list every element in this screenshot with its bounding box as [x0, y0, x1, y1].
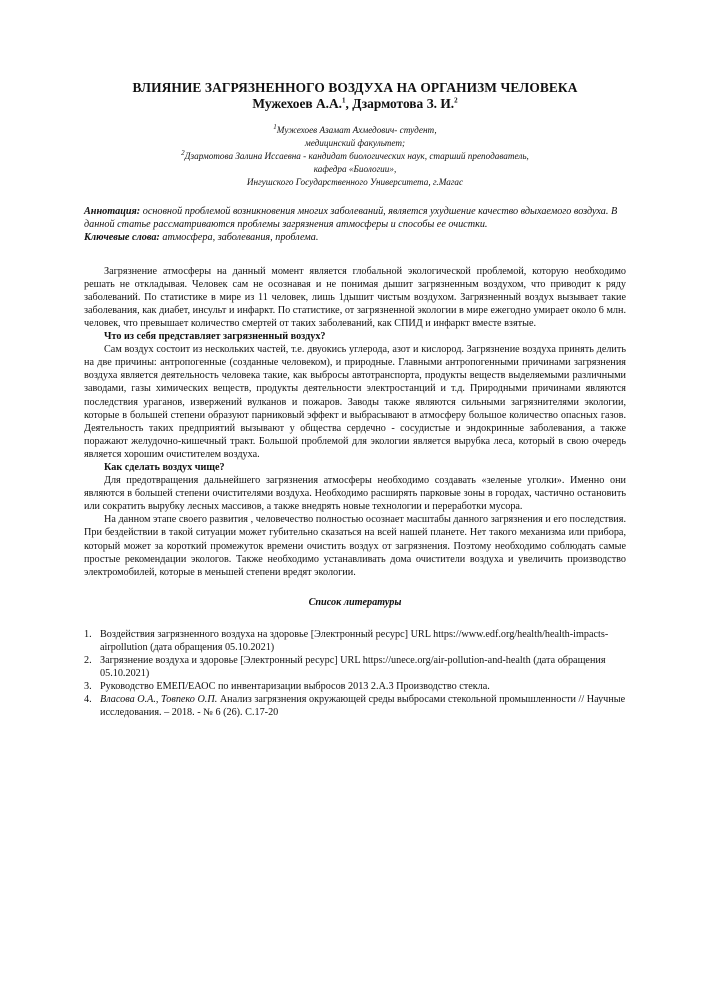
keywords [84, 231, 626, 244]
affiliation-text: Мужехоев Азамат Ахмедович- студент, [276, 125, 437, 135]
reference-item [84, 654, 626, 680]
references-list [84, 628, 626, 720]
annotation [84, 205, 626, 231]
paragraph: Для предотвращения дальнейшего загрязнения атмосферы необходимо создавать «зеленые уголки». Именно они являются в большей степени очистителями воздуха. Необходимо расширять парковые зоны в городах, частично остановить или сократить вырубку лесных массивов, а также внедрять новые технологии и переработки мусора. [84, 475, 626, 513]
section-heading: Как сделать воздух чище? [104, 462, 225, 474]
keywords-label: Ключевые слова: [84, 232, 160, 244]
affiliation-line: кафедра «Биологии», [313, 164, 397, 174]
author-separator: , [345, 96, 353, 111]
paragraph: Сам воздух состоит из нескольких частей, т.е. двуокись углерода, азот и кислород. Загрязнение воздуха принять делить на две причины: антропогенные (созданные человеком), и природные. Главными антропогенными причинами загрязнения воздуха является деятельность человека такие, как выбросы автотранспорта, продукты веществ выделяемыми различными заводами, газы химических веществ, продукты деятельности электростанций и т.д. Природными причинами являются последствия ураганов, извержений вулканов и пожаров. Заводы также являются сильными загрязнителями экологии, которые в большей степени образуют парниковый эффект и выбрасывают в атмосферу большое количество опасных газов. Деятельность таких предприятий вызывают у общества сердечно - сосудистые и эндокринные заболевания, а также поражают желудочно-кишечный тракт. Большой проблемой для экологии является вырубка леса, который в свою очередь является хорошим очистителем воздуха. [84, 344, 626, 460]
section-heading: Что из себя представляет загрязненный воздух? [104, 331, 326, 343]
reference-item [84, 680, 626, 693]
reference-authors: Власова О.А., Товпеко О.П. [100, 694, 218, 706]
affiliation-footnote-mark: 2 [181, 148, 185, 157]
reference-item [84, 693, 626, 719]
annotation-block [84, 205, 626, 245]
annotation-label: Аннотация: [84, 206, 141, 217]
article-authors [84, 96, 626, 112]
author-1: Мужехоев А.А. [252, 96, 343, 111]
reference-text: Загрязнение воздуха и здоровье [Электронный ресурс] URL https://unece.org/air-pollution-and-health (дата обращения 05.10.2021) [100, 655, 606, 680]
reference-number: 3. [84, 681, 92, 693]
reference-item [84, 628, 626, 654]
article-title: ВЛИЯНИЕ ЗАГРЯЗНЕННОГО ВОЗДУХА НА ОРГАНИЗМ ЧЕЛОВЕКА [132, 80, 578, 95]
author-2: Дзармотова З. И. [352, 96, 455, 111]
paragraph: На данном этапе своего развития , человечество полностью осознает масштабы данного загрязнения и его последствия. При бездействии в такой ситуации может губительно сказаться на всей нашей планете. Нет такого механизма или прибора, который может за короткий промежуток времени очистить воздух от загрязнения. Поэтому необходимо соблюдать самые простые рекомендации экологов. Также необходимо устанавливать дома очистители воздуха и увеличить производство электромобилей, которые в меньшей степени вредят экологии. [84, 514, 626, 578]
affiliation-line [84, 124, 626, 137]
references-heading: Список литературы [308, 596, 402, 608]
affiliation-line: медицинский факультет; [304, 138, 406, 148]
reference-number: 4. [84, 694, 92, 706]
author-1-footnote: 1 [342, 96, 346, 105]
paragraph: Загрязнение атмосферы на данный момент является глобальной экологической проблемой, которую необходимо решать не откладывая. Человек сам не осознавая и не понимая дышит загрязненным воздухом, что приводит к ряду заболеваний. По статистике в мире из 11 человек, лишь 1дышит чистым воздухом. Загрязненный воздух вызывает такие заболевания, как диабет, инсульт и инфаркт. По статистике, от загрязненной экологии в мире ежегодно умирает около 6 млн. человек, что превышает количество смертей от таких заболеваний, как СПИД и инфаркт вместе взятые. [84, 265, 626, 329]
reference-number: 2. [84, 655, 92, 667]
author-2-footnote: 2 [454, 96, 458, 105]
affiliation-line: Ингушского Государственного Университета, г.Магас [246, 177, 464, 187]
affiliation-line [84, 150, 626, 163]
keywords-text: атмосфера, заболевания, проблема. [159, 232, 319, 244]
article-body [84, 265, 626, 579]
reference-text: Воздействия загрязненного воздуха на здоровье [Электронный ресурс] URL https://www.edf.org/health/health-impacts-airpollution (дата обращения 05.10.2021) [100, 628, 609, 653]
affiliation-text: Дзармотова Залина Иссаевна - кандидат биологических наук, старший преподаватель, [184, 151, 529, 161]
reference-text: Руководство ЕМЕП/ЕАОС по инвентаризации выбросов 2013 2.А.3 Производство стекла. [100, 681, 490, 693]
affiliations [84, 124, 626, 189]
affiliation-footnote-mark: 1 [273, 122, 277, 131]
annotation-text: основной проблемой возникновения многих заболеваний, является ухудшение качество вдыхаемого воздуха. В данной статье рассматриваются проблемы загрязнения атмосферы и способы ее очистки. [84, 206, 618, 231]
reference-number: 1. [84, 628, 92, 640]
reference-text: Анализ загрязнения окружающей среды выбросами стекольной промышленности // Научные исследования. – 2018. - № 6 (26). С.17-20 [100, 694, 626, 719]
article-page [84, 80, 626, 720]
